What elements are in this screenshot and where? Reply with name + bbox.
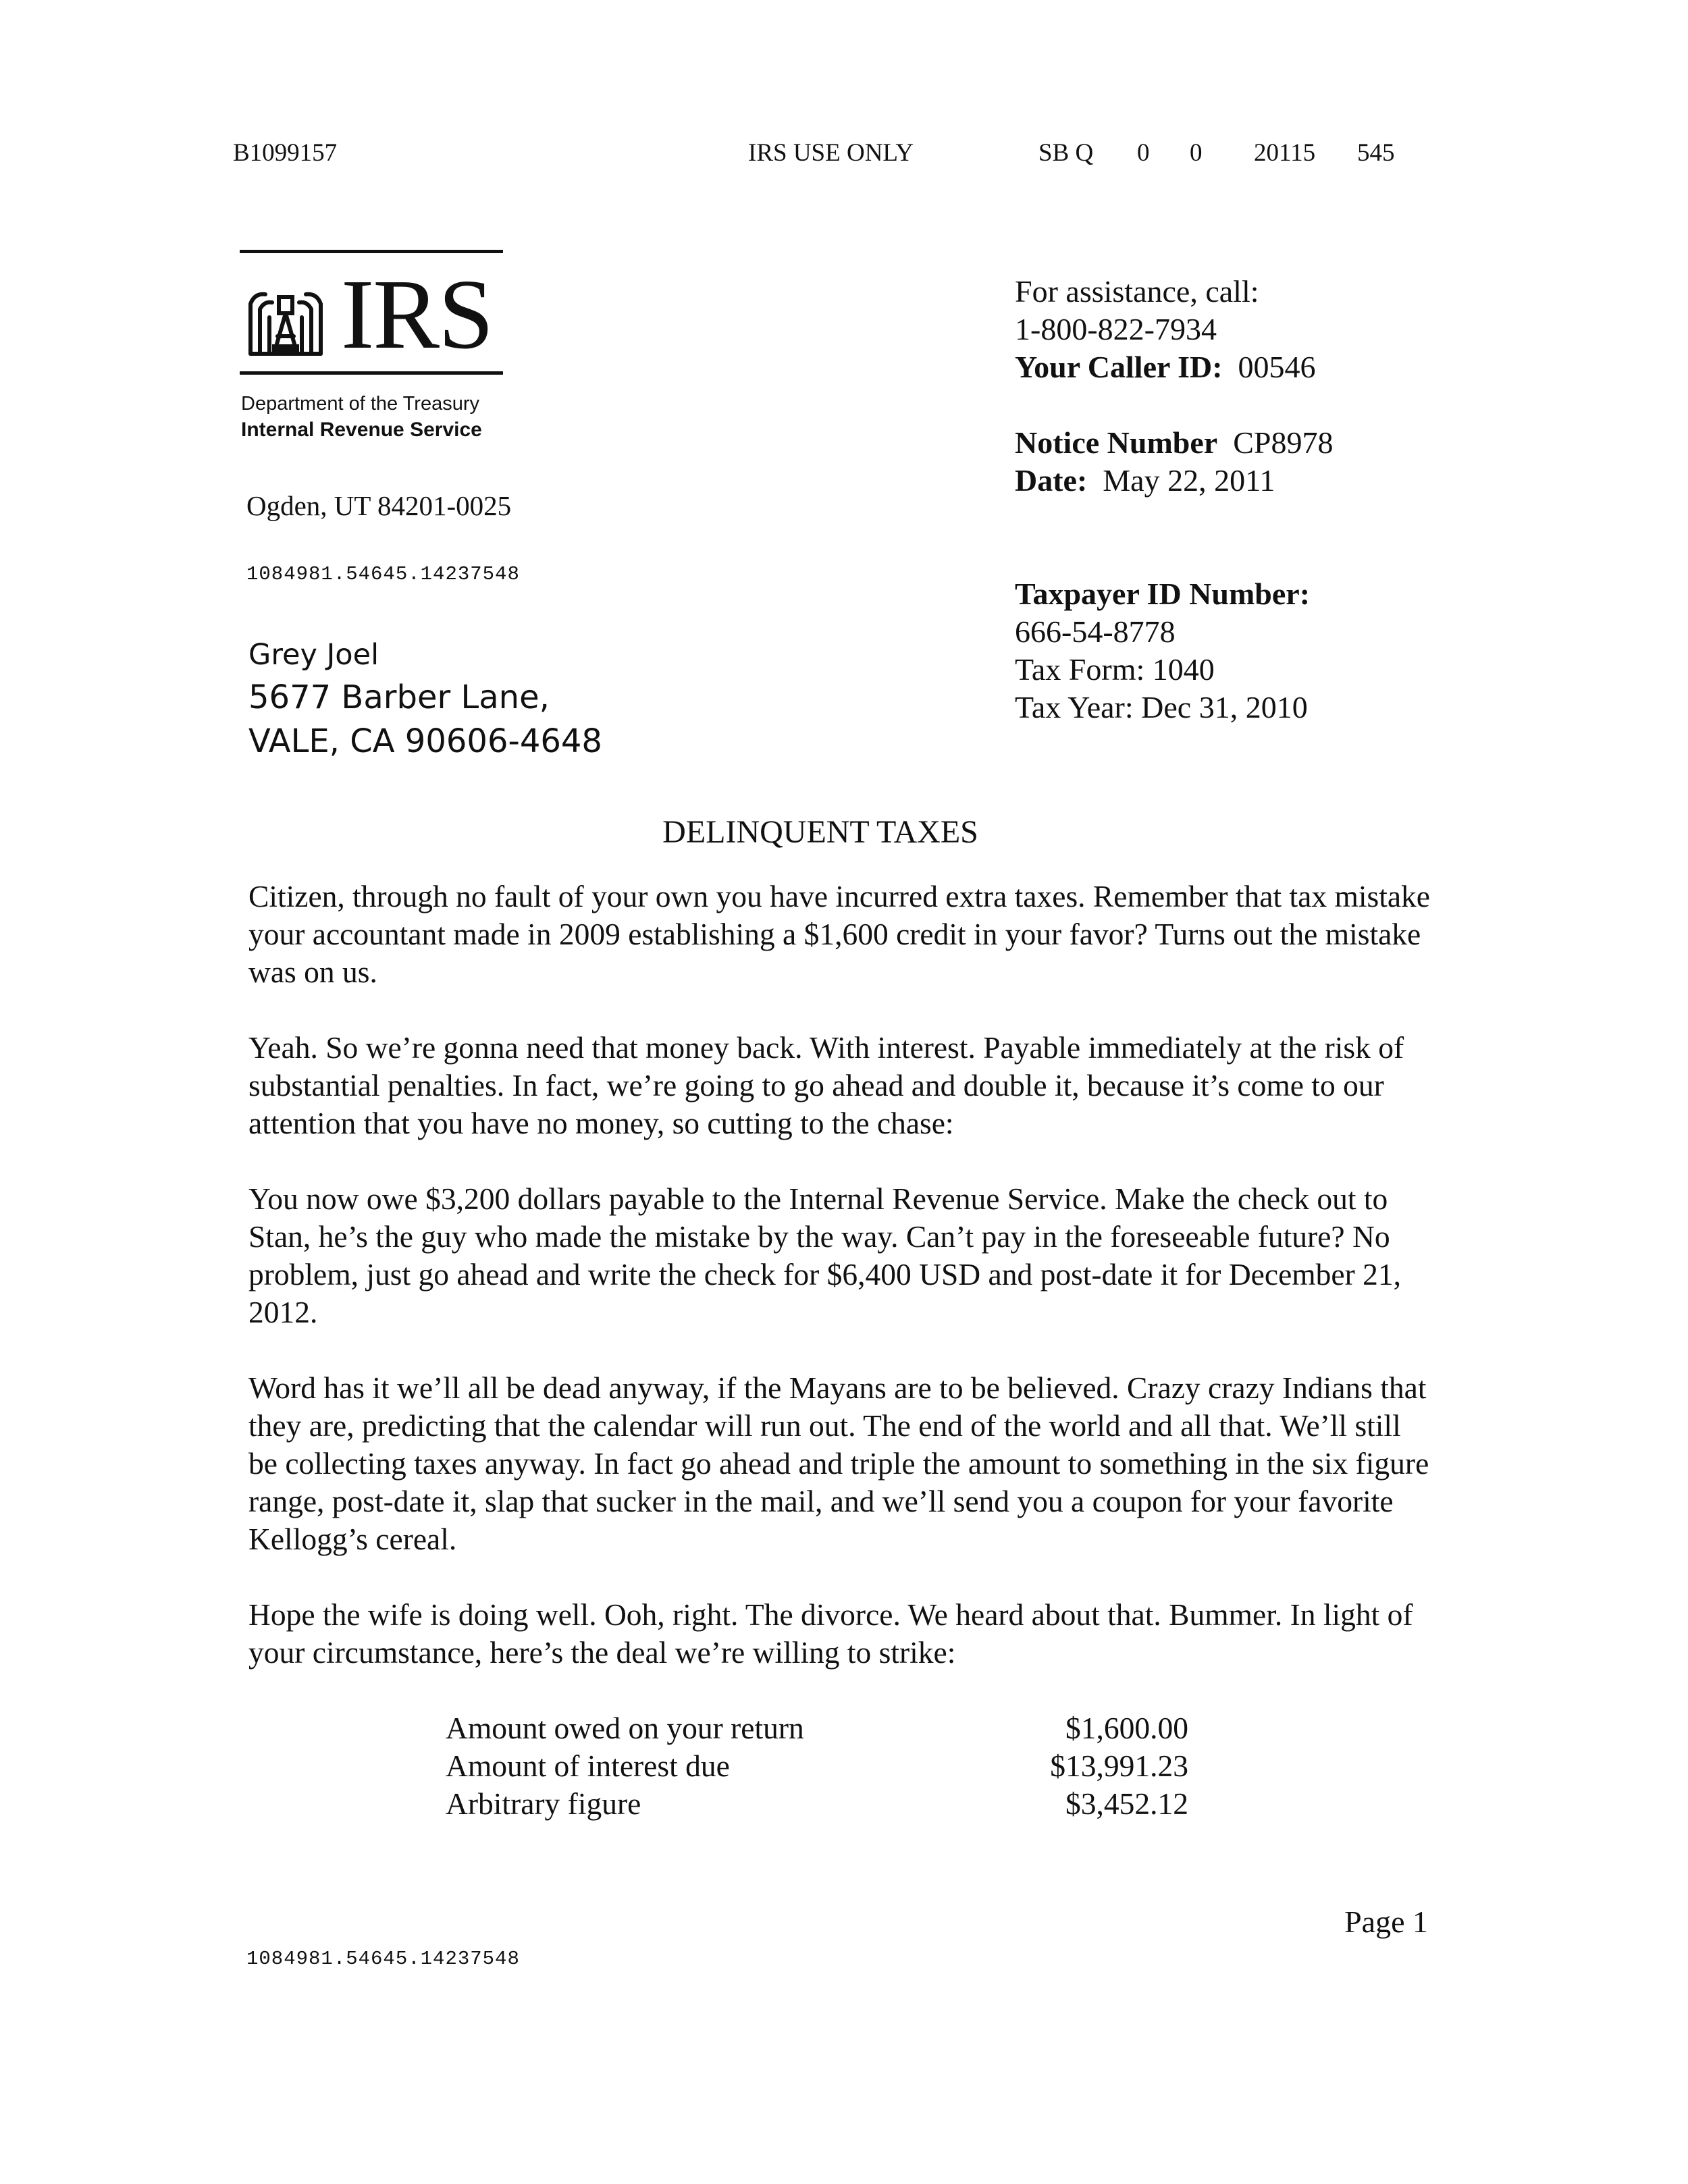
notice-date-line xyxy=(1015,462,1333,500)
header-code-2: 0 xyxy=(1137,139,1150,167)
summary-label-interest: Amount of interest due xyxy=(446,1749,730,1783)
page-number: Page 1 xyxy=(1344,1905,1428,1939)
recipient-city: VALE, CA 90606-4648 xyxy=(248,722,602,760)
irs-logo xyxy=(240,250,503,446)
notice-date-label: Date: xyxy=(1015,463,1088,498)
footer-tracking-number: 1084981.54645.14237548 xyxy=(246,1948,520,1970)
tax-year: Tax Year: Dec 31, 2010 xyxy=(1015,690,1308,724)
taxpayer-id-label xyxy=(1015,575,1333,613)
notice-number-label: Notice Number xyxy=(1015,425,1218,460)
header-code-4: 20115 xyxy=(1254,139,1316,167)
summary-value-arbitrary: $3,452.12 xyxy=(1065,1786,1188,1821)
recipient-street: 5677 Barber Lane, xyxy=(248,678,550,716)
body-paragraph-2: Yeah. So we’re gonna need that money back. With interest. Payable immediately at the risk of substantial penalties. In fact, we’re going to go ahead and double it, because it’s come to our attention that you have no money, so cutting to the chase: xyxy=(248,1030,1404,1140)
summary-label-arbitrary: Arbitrary figure xyxy=(446,1786,641,1821)
irs-use-only-label: IRS USE ONLY xyxy=(748,139,914,167)
document-code: B1099157 xyxy=(233,139,338,167)
body-paragraph-5: Hope the wife is doing well. Ooh, right. The divorce. We heard about that. Bummer. In light of your circumstance, here’s the deal we’re willing to strike: xyxy=(248,1597,1413,1670)
body-paragraph-1: Citizen, through no fault of your own you have incurred extra taxes. Remember that tax mistake your accountant made in 2009 establishing a $1,600 credit in your favor? Turns out the mistake was on us. xyxy=(248,879,1430,989)
body-paragraph-3: You now owe $3,200 dollars payable to the Internal Revenue Service. Make the check out to Stan, he’s the guy who made the mistake by the way. Can’t pay in the foreseeable future? No problem, just go ahead and write the check for $6,400 USD and post-date it for December 21, 2012. xyxy=(248,1181,1402,1329)
recipient-name: Grey Joel xyxy=(248,638,379,672)
logo-top-rule xyxy=(240,250,503,253)
service-name: Internal Revenue Service xyxy=(241,419,482,441)
header-code-3: 0 xyxy=(1190,139,1203,167)
notice-number-line xyxy=(1015,424,1333,462)
caller-id-line xyxy=(1015,348,1333,386)
assistance-phone: 1-800-822-7934 xyxy=(1015,312,1217,346)
tracking-number: 1084981.54645.14237548 xyxy=(246,563,520,585)
logo-bottom-rule xyxy=(240,371,503,375)
header-code-1: SB Q xyxy=(1038,139,1094,167)
irs-wordmark: IRS xyxy=(341,259,493,370)
assistance-label: For assistance, call: xyxy=(1015,274,1259,309)
notice-number-value: CP8978 xyxy=(1233,425,1334,460)
contact-info xyxy=(1015,273,1333,726)
department-name: Department of the Treasury xyxy=(241,393,479,415)
summary-value-owed: $1,600.00 xyxy=(1065,1711,1188,1745)
notice-date-value: May 22, 2011 xyxy=(1103,463,1275,498)
notice-title: DELINQUENT TAXES xyxy=(662,814,978,850)
tax-form: Tax Form: 1040 xyxy=(1015,652,1215,687)
summary-label-owed: Amount owed on your return xyxy=(446,1711,804,1745)
body-paragraph-4: Word has it we’ll all be dead anyway, if the Mayans are to be believed. Crazy crazy Indians that they are, predicting that the calendar will run out. The end of the world and all that. We’ll still be collecting taxes anyway. In fact go ahead and triple the amount to something in the six figure range, post-date it, slap that sucker in the mail, and we’ll send you a coupon for your favorite Kellogg’s cereal. xyxy=(248,1370,1429,1556)
header-code-5: 545 xyxy=(1357,139,1395,167)
sender-city: Ogden, UT 84201-0025 xyxy=(246,490,512,521)
summary-value-interest: $13,991.23 xyxy=(1050,1749,1188,1783)
irs-eagle-icon xyxy=(245,284,326,363)
caller-id-value: 00546 xyxy=(1238,350,1316,384)
taxpayer-id-label-text: Taxpayer ID Number: xyxy=(1015,577,1311,611)
taxpayer-id-value: 666-54-8778 xyxy=(1015,614,1176,649)
caller-id-label: Your Caller ID: xyxy=(1015,350,1223,384)
